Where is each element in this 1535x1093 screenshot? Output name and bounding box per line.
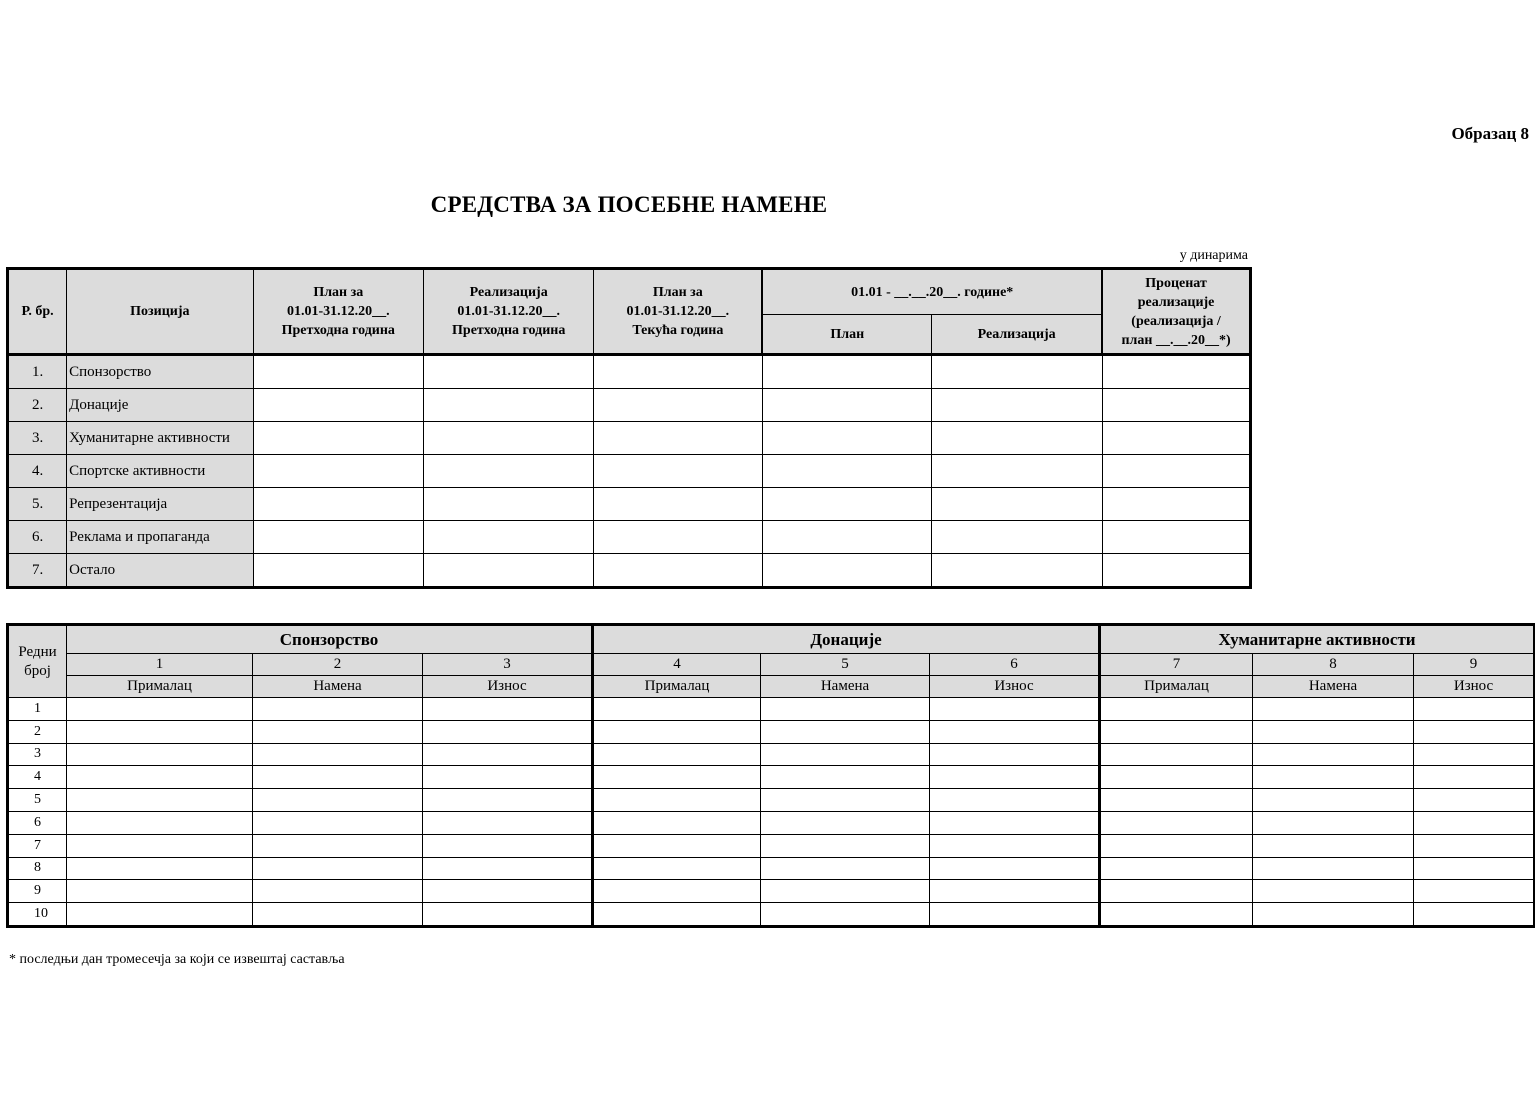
position-name: Спонзорство bbox=[67, 355, 253, 389]
table-row bbox=[8, 766, 1535, 789]
group-header: Хуманитарне активности bbox=[1100, 625, 1535, 654]
value-cell[interactable] bbox=[1253, 903, 1414, 927]
form-code: Образац 8 bbox=[1451, 124, 1529, 143]
value-cell[interactable] bbox=[1102, 422, 1250, 455]
position-name: Донације bbox=[67, 389, 253, 422]
column-label: Износ bbox=[930, 676, 1100, 698]
table-row bbox=[8, 834, 1535, 857]
value-cell[interactable] bbox=[253, 422, 423, 455]
value-cell[interactable] bbox=[932, 521, 1102, 554]
value-cell[interactable] bbox=[1102, 488, 1250, 521]
row-number: 7 bbox=[8, 834, 67, 857]
column-number: 2 bbox=[253, 654, 423, 676]
row-number: 2. bbox=[8, 389, 67, 422]
value-cell[interactable] bbox=[1253, 789, 1414, 812]
value-cell[interactable] bbox=[594, 488, 762, 521]
header-plan-previous-year: План за 01.01-31.12.20__. Претходна година bbox=[253, 269, 423, 355]
detail-table bbox=[6, 623, 1535, 928]
column-number: 1 bbox=[67, 654, 253, 676]
value-cell[interactable] bbox=[594, 389, 762, 422]
header-realization-previous-year: Реализација 01.01-31.12.20__. Претходна година bbox=[423, 269, 593, 355]
value-cell[interactable] bbox=[253, 789, 423, 812]
value-cell[interactable] bbox=[930, 743, 1100, 766]
column-label: Прималац bbox=[67, 676, 253, 698]
value-cell[interactable] bbox=[762, 455, 931, 488]
value-cell[interactable] bbox=[594, 554, 762, 588]
value-cell[interactable] bbox=[1414, 811, 1535, 834]
table-row bbox=[8, 811, 1535, 834]
value-cell[interactable] bbox=[594, 455, 762, 488]
value-cell[interactable] bbox=[1100, 834, 1253, 857]
value-cell[interactable] bbox=[423, 811, 593, 834]
position-name: Остало bbox=[67, 554, 253, 588]
row-number: 6. bbox=[8, 521, 67, 554]
header-position: Позиција bbox=[67, 269, 253, 355]
value-cell[interactable] bbox=[253, 389, 423, 422]
value-cell[interactable] bbox=[67, 766, 253, 789]
table-row bbox=[8, 698, 1535, 721]
row-number: 3 bbox=[8, 743, 67, 766]
value-cell[interactable] bbox=[253, 521, 423, 554]
value-cell[interactable] bbox=[761, 811, 930, 834]
value-cell[interactable] bbox=[1253, 811, 1414, 834]
value-cell[interactable] bbox=[762, 488, 931, 521]
header-plan-current-year: План за 01.01-31.12.20__. Текућа година bbox=[594, 269, 762, 355]
header-period-realization: Реализација bbox=[932, 315, 1102, 355]
value-cell[interactable] bbox=[593, 698, 761, 721]
value-cell[interactable] bbox=[423, 698, 593, 721]
value-cell[interactable] bbox=[423, 834, 593, 857]
value-cell[interactable] bbox=[932, 554, 1102, 588]
value-cell[interactable] bbox=[1100, 903, 1253, 927]
column-label: Прималац bbox=[1100, 676, 1253, 698]
position-name: Реклама и пропаганда bbox=[67, 521, 253, 554]
row-number: 8 bbox=[8, 857, 67, 880]
table-row bbox=[8, 903, 1535, 927]
value-cell[interactable] bbox=[593, 834, 761, 857]
value-cell[interactable] bbox=[423, 521, 593, 554]
value-cell[interactable] bbox=[593, 766, 761, 789]
value-cell[interactable] bbox=[593, 857, 761, 880]
group-header: Донације bbox=[593, 625, 1100, 654]
value-cell[interactable] bbox=[253, 811, 423, 834]
value-cell[interactable] bbox=[253, 766, 423, 789]
page-title: СРЕДСТВА ЗА ПОСЕБНЕ НАМЕНЕ bbox=[430, 192, 828, 217]
value-cell[interactable] bbox=[1414, 880, 1535, 903]
value-cell[interactable] bbox=[423, 422, 593, 455]
header-row-number: Редни број bbox=[8, 625, 67, 698]
column-number: 7 bbox=[1100, 654, 1253, 676]
value-cell[interactable] bbox=[930, 857, 1100, 880]
value-cell[interactable] bbox=[67, 698, 253, 721]
value-cell[interactable] bbox=[1102, 455, 1250, 488]
currency-unit-note: у динарима bbox=[1179, 248, 1248, 263]
value-cell[interactable] bbox=[1100, 766, 1253, 789]
value-cell[interactable] bbox=[253, 743, 423, 766]
table-row bbox=[8, 554, 1251, 588]
column-number: 5 bbox=[761, 654, 930, 676]
row-number: 2 bbox=[8, 720, 67, 743]
table-row bbox=[8, 720, 1535, 743]
value-cell[interactable] bbox=[253, 554, 423, 588]
position-name: Хуманитарне активности bbox=[67, 422, 253, 455]
value-cell[interactable] bbox=[1253, 880, 1414, 903]
value-cell[interactable] bbox=[762, 554, 931, 588]
value-cell[interactable] bbox=[930, 903, 1100, 927]
value-cell[interactable] bbox=[253, 355, 423, 389]
summary-table bbox=[6, 267, 1252, 589]
header-rb: Р. бр. bbox=[8, 269, 67, 355]
value-cell[interactable] bbox=[1414, 720, 1535, 743]
column-label: Намена bbox=[761, 676, 930, 698]
value-cell[interactable] bbox=[1253, 857, 1414, 880]
value-cell[interactable] bbox=[761, 880, 930, 903]
value-cell[interactable] bbox=[932, 422, 1102, 455]
value-cell[interactable] bbox=[67, 811, 253, 834]
footnote: * последњи дан тромесечја за који се извештај саставља bbox=[9, 952, 345, 967]
value-cell[interactable] bbox=[930, 789, 1100, 812]
value-cell[interactable] bbox=[1100, 698, 1253, 721]
column-number: 8 bbox=[1253, 654, 1414, 676]
value-cell[interactable] bbox=[761, 698, 930, 721]
value-cell[interactable] bbox=[762, 521, 931, 554]
value-cell[interactable] bbox=[1100, 743, 1253, 766]
column-label: Износ bbox=[1414, 676, 1535, 698]
row-number: 3. bbox=[8, 422, 67, 455]
value-cell[interactable] bbox=[423, 720, 593, 743]
value-cell[interactable] bbox=[423, 789, 593, 812]
value-cell[interactable] bbox=[423, 903, 593, 927]
value-cell[interactable] bbox=[593, 903, 761, 927]
value-cell[interactable] bbox=[1253, 743, 1414, 766]
value-cell[interactable] bbox=[761, 789, 930, 812]
value-cell[interactable] bbox=[930, 720, 1100, 743]
table-row bbox=[8, 488, 1251, 521]
row-number: 10 bbox=[8, 903, 67, 927]
row-number: 6 bbox=[8, 811, 67, 834]
table-row bbox=[8, 455, 1251, 488]
value-cell[interactable] bbox=[253, 698, 423, 721]
value-cell[interactable] bbox=[67, 743, 253, 766]
value-cell[interactable] bbox=[1100, 789, 1253, 812]
value-cell[interactable] bbox=[253, 880, 423, 903]
row-number: 4. bbox=[8, 455, 67, 488]
position-name: Спортске активности bbox=[67, 455, 253, 488]
value-cell[interactable] bbox=[930, 811, 1100, 834]
value-cell[interactable] bbox=[423, 880, 593, 903]
value-cell[interactable] bbox=[67, 903, 253, 927]
value-cell[interactable] bbox=[253, 720, 423, 743]
value-cell[interactable] bbox=[593, 789, 761, 812]
value-cell[interactable] bbox=[594, 355, 762, 389]
value-cell[interactable] bbox=[1414, 743, 1535, 766]
table-row bbox=[8, 355, 1251, 389]
value-cell[interactable] bbox=[1100, 811, 1253, 834]
table-row bbox=[8, 789, 1535, 812]
value-cell[interactable] bbox=[423, 389, 593, 422]
value-cell[interactable] bbox=[423, 857, 593, 880]
value-cell[interactable] bbox=[1414, 834, 1535, 857]
value-cell[interactable] bbox=[761, 903, 930, 927]
value-cell[interactable] bbox=[932, 455, 1102, 488]
row-number: 4 bbox=[8, 766, 67, 789]
value-cell[interactable] bbox=[594, 521, 762, 554]
value-cell[interactable] bbox=[1414, 857, 1535, 880]
column-number: 6 bbox=[930, 654, 1100, 676]
column-number: 9 bbox=[1414, 654, 1535, 676]
group-header: Спонзорство bbox=[67, 625, 593, 654]
value-cell[interactable] bbox=[932, 488, 1102, 521]
value-cell[interactable] bbox=[761, 766, 930, 789]
column-label: Намена bbox=[1253, 676, 1414, 698]
value-cell[interactable] bbox=[593, 720, 761, 743]
value-cell[interactable] bbox=[67, 720, 253, 743]
value-cell[interactable] bbox=[1102, 389, 1250, 422]
position-name: Репрезентација bbox=[67, 488, 253, 521]
value-cell[interactable] bbox=[67, 880, 253, 903]
value-cell[interactable] bbox=[1253, 720, 1414, 743]
value-cell[interactable] bbox=[67, 857, 253, 880]
value-cell[interactable] bbox=[1414, 903, 1535, 927]
value-cell[interactable] bbox=[1253, 698, 1414, 721]
table-row bbox=[8, 389, 1251, 422]
value-cell[interactable] bbox=[1100, 720, 1253, 743]
value-cell[interactable] bbox=[594, 422, 762, 455]
value-cell[interactable] bbox=[423, 355, 593, 389]
table-row bbox=[8, 743, 1535, 766]
value-cell[interactable] bbox=[761, 720, 930, 743]
column-label: Намена bbox=[253, 676, 423, 698]
value-cell[interactable] bbox=[930, 698, 1100, 721]
value-cell[interactable] bbox=[67, 789, 253, 812]
value-cell[interactable] bbox=[762, 422, 931, 455]
header-period: 01.01 - __.__.20__. године* bbox=[762, 269, 1102, 315]
value-cell[interactable] bbox=[761, 743, 930, 766]
column-number: 3 bbox=[423, 654, 593, 676]
value-cell[interactable] bbox=[930, 880, 1100, 903]
value-cell[interactable] bbox=[930, 766, 1100, 789]
row-number: 1 bbox=[8, 698, 67, 721]
table-row bbox=[8, 880, 1535, 903]
value-cell[interactable] bbox=[423, 455, 593, 488]
column-label: Износ bbox=[423, 676, 593, 698]
value-cell[interactable] bbox=[1414, 698, 1535, 721]
value-cell[interactable] bbox=[1253, 766, 1414, 789]
value-cell[interactable] bbox=[423, 743, 593, 766]
value-cell[interactable] bbox=[253, 455, 423, 488]
row-number: 5. bbox=[8, 488, 67, 521]
row-number: 7. bbox=[8, 554, 67, 588]
row-number: 5 bbox=[8, 789, 67, 812]
value-cell[interactable] bbox=[1102, 355, 1250, 389]
value-cell[interactable] bbox=[423, 554, 593, 588]
value-cell[interactable] bbox=[1100, 857, 1253, 880]
value-cell[interactable] bbox=[1253, 834, 1414, 857]
value-cell[interactable] bbox=[1414, 766, 1535, 789]
value-cell[interactable] bbox=[593, 811, 761, 834]
value-cell[interactable] bbox=[762, 355, 931, 389]
table-row bbox=[8, 422, 1251, 455]
value-cell[interactable] bbox=[1100, 880, 1253, 903]
value-cell[interactable] bbox=[253, 857, 423, 880]
value-cell[interactable] bbox=[761, 834, 930, 857]
table-row bbox=[8, 521, 1251, 554]
value-cell[interactable] bbox=[932, 355, 1102, 389]
value-cell[interactable] bbox=[593, 880, 761, 903]
value-cell[interactable] bbox=[253, 903, 423, 927]
row-number: 9 bbox=[8, 880, 67, 903]
value-cell[interactable] bbox=[761, 857, 930, 880]
row-number: 1. bbox=[8, 355, 67, 389]
table-row bbox=[8, 857, 1535, 880]
value-cell[interactable] bbox=[593, 743, 761, 766]
value-cell[interactable] bbox=[1102, 521, 1250, 554]
value-cell[interactable] bbox=[1102, 554, 1250, 588]
value-cell[interactable] bbox=[930, 834, 1100, 857]
value-cell[interactable] bbox=[423, 488, 593, 521]
value-cell[interactable] bbox=[1414, 789, 1535, 812]
header-period-plan: План bbox=[762, 315, 931, 355]
value-cell[interactable] bbox=[762, 389, 931, 422]
value-cell[interactable] bbox=[67, 834, 253, 857]
header-percent-realization: Проценат реализације (реализација / план __.__.20__*) bbox=[1102, 269, 1250, 355]
value-cell[interactable] bbox=[932, 389, 1102, 422]
column-number: 4 bbox=[593, 654, 761, 676]
value-cell[interactable] bbox=[253, 834, 423, 857]
column-label: Прималац bbox=[593, 676, 761, 698]
value-cell[interactable] bbox=[423, 766, 593, 789]
value-cell[interactable] bbox=[253, 488, 423, 521]
